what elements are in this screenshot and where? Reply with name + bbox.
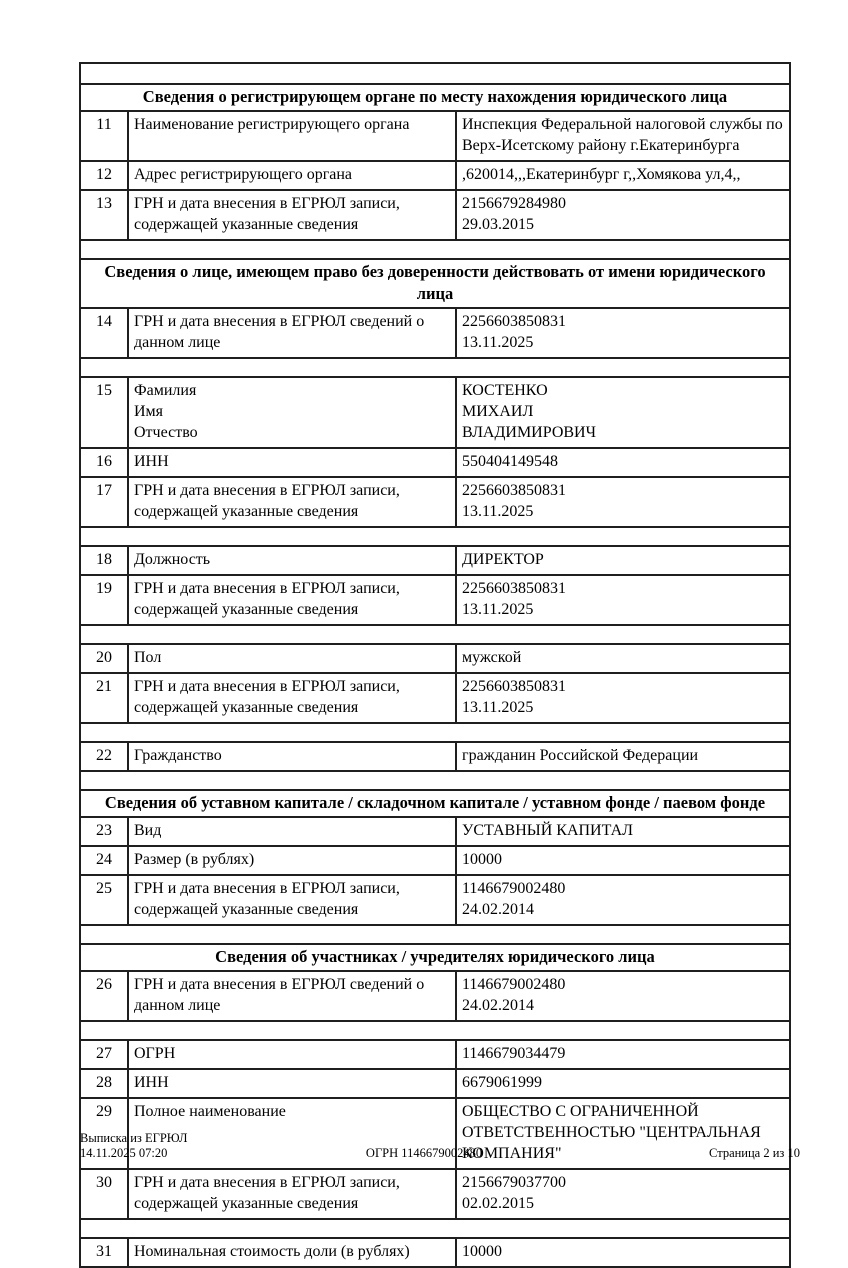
row-label [129, 378, 457, 447]
table-row-20 [81, 643, 789, 672]
section-header-row [81, 943, 789, 970]
cell-line: 13.11.2025 [462, 503, 534, 520]
page-footer [0, 1131, 848, 1165]
row-number: 31 [81, 1239, 129, 1266]
footer-ogrn: ОГРН 1146679002480 [365, 1146, 483, 1160]
row-number: 19 [81, 576, 129, 624]
spacer-row [81, 239, 789, 258]
row-value: гражданин Российской Федерации [462, 747, 699, 764]
row-number: 26 [81, 972, 129, 1020]
table-row-27 [81, 1039, 789, 1068]
row-number: 16 [81, 449, 129, 476]
cell-line: Отчество [134, 424, 198, 441]
spacer-row [81, 722, 789, 741]
section-header: Сведения о лице, имеющем право без доверенности действовать от имени юридического лица [104, 262, 766, 303]
cell-line: КОСТЕНКО [462, 382, 548, 399]
row-label: ГРН и дата внесения в ЕГРЮЛ сведений о данном лице [129, 972, 457, 1020]
section-header-row [81, 789, 789, 816]
cell-line: 02.02.2015 [462, 1195, 534, 1212]
cell-line: 2256603850831 [462, 313, 566, 330]
cell-line: МИХАИЛ [462, 403, 534, 420]
row-label: Гражданство [129, 743, 457, 770]
row-number: 11 [81, 112, 129, 160]
footer-page-number: Страница 2 из 10 [709, 1146, 800, 1160]
section-header: Сведения об уставном капитале / складочном капитале / уставном фонде / паевом фонде [104, 793, 766, 812]
row-number: 28 [81, 1070, 129, 1097]
row-value: Инспекция Федеральной налоговой службы по Верх-Исетскому району г.Екатеринбурга [462, 116, 783, 154]
row-label: ГРН и дата внесения в ЕГРЮЛ записи, содержащей указанные сведения [129, 876, 457, 924]
cell-line: 13.11.2025 [462, 334, 534, 351]
table-row-30 [81, 1168, 789, 1218]
cell-line: 2156679037700 [462, 1174, 566, 1191]
row-value [457, 478, 789, 526]
table-row-26 [81, 970, 789, 1020]
table-row-13 [81, 189, 789, 239]
row-number: 27 [81, 1041, 129, 1068]
table-row-28 [81, 1068, 789, 1097]
table-row-19 [81, 574, 789, 624]
footer-doc-title: Выписка из ЕГРЮЛ [80, 1131, 188, 1145]
cell-line: 2256603850831 [462, 678, 566, 695]
table-row-12 [81, 160, 789, 189]
row-label: ИНН [129, 449, 457, 476]
row-number: 29 [81, 1099, 129, 1168]
row-label: ИНН [129, 1070, 457, 1097]
row-number: 22 [81, 743, 129, 770]
row-value: 1146679034479 [462, 1045, 566, 1062]
spacer-row [81, 924, 789, 943]
row-number: 18 [81, 547, 129, 574]
cell-line: 2256603850831 [462, 580, 566, 597]
cell-line: 1146679002480 [462, 976, 566, 993]
table-row-31 [81, 1237, 789, 1266]
row-number: 23 [81, 818, 129, 845]
row-value: мужской [462, 649, 522, 666]
row-value [457, 1170, 789, 1218]
table-row-24 [81, 845, 789, 874]
row-label: Размер (в рублях) [129, 847, 457, 874]
cell-line: 24.02.2014 [462, 997, 534, 1014]
spacer-row [81, 357, 789, 376]
row-value [457, 972, 789, 1020]
cell-line: 1146679002480 [462, 880, 566, 897]
cell-line: 2256603850831 [462, 482, 566, 499]
row-value: 10000 [462, 1243, 502, 1260]
row-number: 17 [81, 478, 129, 526]
spacer-row [81, 624, 789, 643]
row-value [457, 378, 789, 447]
section-header: Сведения об участниках / учредителях юридического лица [215, 947, 655, 966]
spacer-row [81, 1020, 789, 1039]
row-label: ОГРН [129, 1041, 457, 1068]
row-value: 6679061999 [462, 1074, 542, 1091]
table-row-23 [81, 816, 789, 845]
row-label: ГРН и дата внесения в ЕГРЮЛ записи, содержащей указанные сведения [129, 191, 457, 239]
section-header-row [81, 258, 789, 307]
row-value [457, 309, 789, 357]
spacer-row [81, 526, 789, 545]
row-label: Наименование регистрирующего органа [129, 112, 457, 160]
row-label: Полное наименование [129, 1099, 457, 1168]
spacer-row [81, 64, 789, 83]
cell-line: 24.02.2014 [462, 901, 534, 918]
section-header-row [81, 83, 789, 110]
cell-line: 2156679284980 [462, 195, 566, 212]
spacer-row [81, 1218, 789, 1237]
row-value: УСТАВНЫЙ КАПИТАЛ [462, 822, 633, 839]
row-number: 14 [81, 309, 129, 357]
row-label: Пол [129, 645, 457, 672]
table-row-15 [81, 376, 789, 447]
cell-line: 13.11.2025 [462, 601, 534, 618]
egrul-table [79, 62, 791, 1268]
cell-line: ВЛАДИМИРОВИЧ [462, 424, 596, 441]
row-label: ГРН и дата внесения в ЕГРЮЛ записи, содержащей указанные сведения [129, 1170, 457, 1218]
table-row-21 [81, 672, 789, 722]
section-header: Сведения о регистрирующем органе по месту нахождения юридического лица [142, 87, 728, 106]
cell-line: 13.11.2025 [462, 699, 534, 716]
table-row-14 [81, 307, 789, 357]
cell-line: Фамилия [134, 382, 197, 399]
row-value: ДИРЕКТОР [462, 551, 544, 568]
table-row-18 [81, 545, 789, 574]
table-row-17 [81, 476, 789, 526]
row-label: ГРН и дата внесения в ЕГРЮЛ записи, содержащей указанные сведения [129, 576, 457, 624]
row-value: ОБЩЕСТВО С ОГРАНИЧЕННОЙ ОТВЕТСТВЕННОСТЬЮ "ЦЕНТРАЛЬНАЯ КОМПАНИЯ" [462, 1103, 761, 1162]
row-number: 15 [81, 378, 129, 447]
row-label: Вид [129, 818, 457, 845]
row-number: 25 [81, 876, 129, 924]
row-number: 21 [81, 674, 129, 722]
table-row-25 [81, 874, 789, 924]
row-label: Номинальная стоимость доли (в рублях) [129, 1239, 457, 1266]
row-label: ГРН и дата внесения в ЕГРЮЛ записи, содержащей указанные сведения [129, 674, 457, 722]
footer-timestamp: 14.11.2025 07:20 [80, 1146, 168, 1160]
row-value [457, 576, 789, 624]
row-number: 20 [81, 645, 129, 672]
row-label: ГРН и дата внесения в ЕГРЮЛ сведений о данном лице [129, 309, 457, 357]
row-number: 13 [81, 191, 129, 239]
table-row-11 [81, 110, 789, 160]
spacer-row [81, 770, 789, 789]
row-number: 24 [81, 847, 129, 874]
row-value [457, 674, 789, 722]
row-value [457, 876, 789, 924]
row-value: ,620014,,,Екатеринбург г,,Хомякова ул,4,, [462, 166, 741, 183]
cell-line: 29.03.2015 [462, 216, 534, 233]
cell-line: Имя [134, 403, 164, 420]
row-label: Должность [129, 547, 457, 574]
row-value: 10000 [462, 851, 502, 868]
table-row-22 [81, 741, 789, 770]
row-value: 550404149548 [462, 453, 558, 470]
table-row-16 [81, 447, 789, 476]
row-number: 30 [81, 1170, 129, 1218]
row-label: Адрес регистрирующего органа [129, 162, 457, 189]
row-number: 12 [81, 162, 129, 189]
row-label: ГРН и дата внесения в ЕГРЮЛ записи, содержащей указанные сведения [129, 478, 457, 526]
row-value [457, 191, 789, 239]
